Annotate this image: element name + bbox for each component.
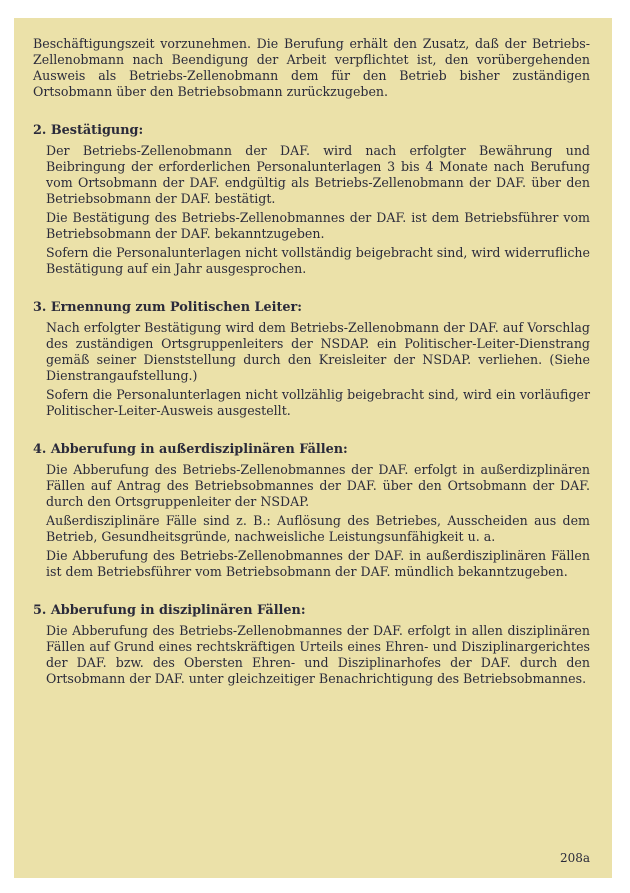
paragraph: Sofern die Personalunterlagen nicht vollzählig beigebracht sind, wird ein vorläufiger Politischer-Leiter-Ausweis ausgestellt. [46, 387, 590, 418]
section-heading: 3. Ernennung zum Politischen Leiter: [33, 300, 302, 315]
page-number: 208a [559, 851, 590, 865]
section-heading: 5. Abberufung in disziplinären Fällen: [33, 603, 306, 618]
section-heading: 2. Bestätigung: [33, 123, 144, 138]
section-ernennung [33, 300, 590, 419]
intro-paragraph: Beschäftigungszeit vorzunehmen. Die Berufung erhält den Zusatz, daß der Betriebs-Zellenobmann nach Beendigung der Arbeit verpflichtet ist, den vorübergehenden Ausweis als Betriebs-Zellenobmann dem für den Betrieb bisher zuständigen Ortsobmann über den Betriebsobmann zurückzugeben. [33, 36, 590, 99]
section-body [33, 143, 590, 277]
section-body [33, 320, 590, 419]
section-bestaetigung [33, 123, 590, 277]
section-heading: 4. Abberufung in außerdisziplinären Fällen: [33, 442, 348, 457]
section-abberufung-disziplinaer [33, 603, 590, 687]
paragraph: Die Bestätigung des Betriebs-Zellenobmannes der DAF. ist dem Betriebsführer vom Betriebsobmann der DAF. bekanntzugeben. [46, 210, 590, 241]
paragraph: Die Abberufung des Betriebs-Zellenobmannes der DAF. erfolgt in außerdizplinären Fällen auf Antrag des Betriebsobmannes der DAF. über den Ortsobmann der DAF. durch den Ortsgruppenleiter der NSDAP. [46, 462, 590, 509]
paragraph: Die Abberufung des Betriebs-Zellenobmannes der DAF. in außerdisziplinären Fällen ist dem Betriebsführer vom Betriebsobmann der DAF. mündlich bekanntzugeben. [46, 548, 590, 579]
paragraph: Sofern die Personalunterlagen nicht vollständig beigebracht sind, wird widerrufliche Bestätigung auf ein Jahr ausgesprochen. [46, 245, 590, 276]
paragraph: Außerdisziplinäre Fälle sind z. B.: Auflösung des Betriebes, Ausscheiden aus dem Betrieb, Gesundheitsgründe, nachweisliche Leistungsunfähigkeit u. a. [46, 513, 590, 544]
paragraph: Die Abberufung des Betriebs-Zellenobmannes der DAF. erfolgt in allen disziplinären Fällen auf Grund eines rechtskräftigen Urteils eines Ehren- und Disziplinargerichtes der DAF. bzw. des Obersten Ehren- und Disziplinarhofes der DAF. durch den Ortsobmann der DAF. unter gleichzeitiger Benachrichtigung des Betriebsobmannes. [46, 623, 590, 686]
section-body [33, 623, 590, 687]
section-body [33, 462, 590, 580]
paragraph: Nach erfolgter Bestätigung wird dem Betriebs-Zellenobmann der DAF. auf Vorschlag des zuständigen Ortsgruppenleiters der NSDAP. ein Politischer-Leiter-Dienstrang gemäß seiner Dienststellung durch den Kreisleiter der NSDAP. verliehen. (Siehe Dienstrangaufstellung.) [46, 320, 590, 383]
section-abberufung-ausserdisziplinaer [33, 442, 590, 580]
paragraph: Der Betriebs-Zellenobmann der DAF. wird nach erfolgter Bewährung und Beibringung der erforderlichen Personalunterlagen 3 bis 4 Monate nach Berufung vom Ortsobmann der DAF. endgültig als Betriebs-Zellenobmann der DAF. über den Betriebsobmann der DAF. bestätigt. [46, 143, 590, 206]
document-page [14, 18, 612, 878]
